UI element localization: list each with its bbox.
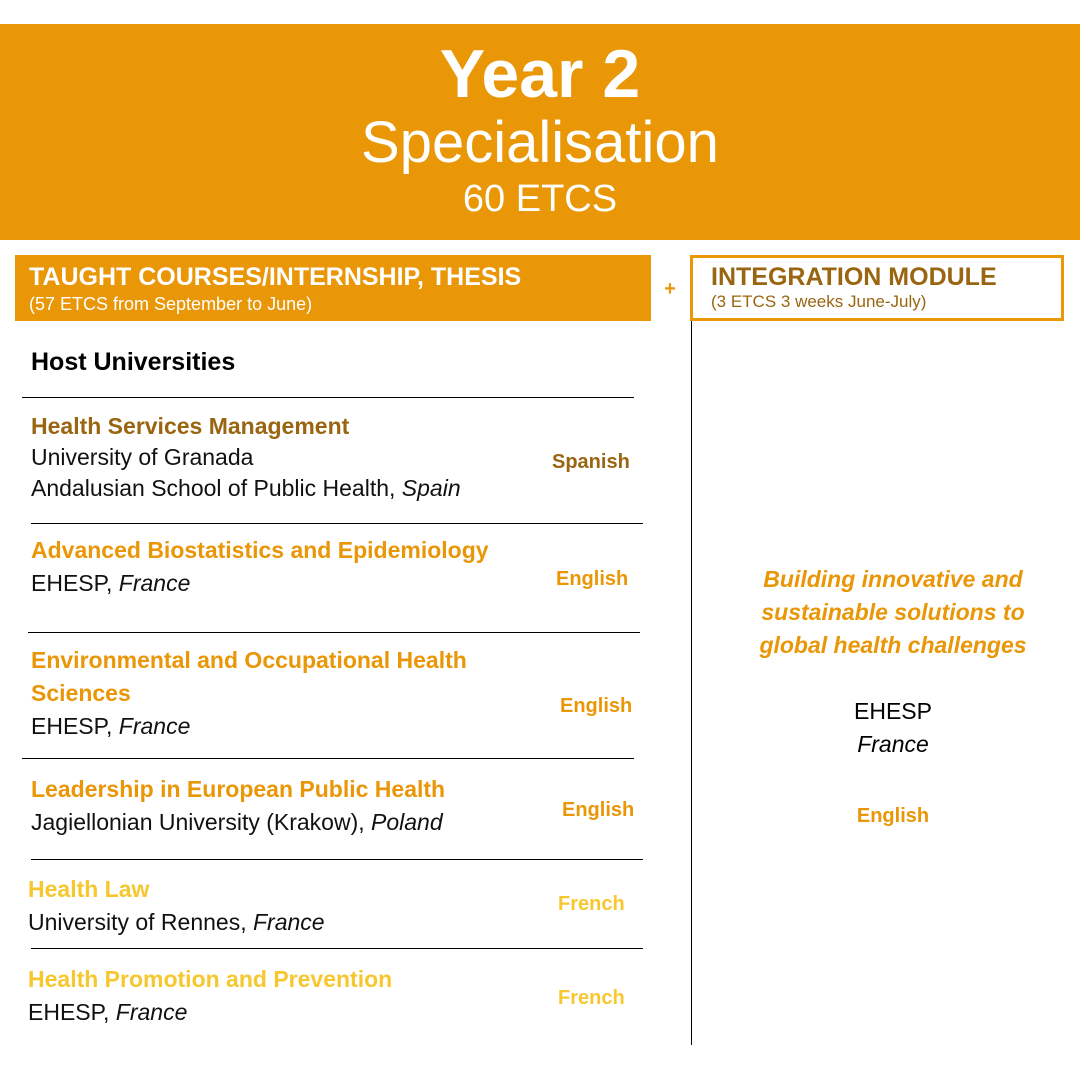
course-name: Health Promotion and Prevention: [28, 966, 393, 992]
course-institution: EHESP, France: [31, 713, 191, 739]
course-country: Poland: [371, 809, 443, 835]
course-language: French: [558, 893, 625, 915]
course-health-services-management: [31, 411, 461, 504]
course-language: English: [560, 695, 633, 717]
course-institution: Jagiellonian University (Krakow), Poland: [31, 809, 443, 835]
year-title: Year 2: [439, 36, 641, 112]
course-language: English: [562, 799, 635, 821]
specialisation-title: Specialisation: [361, 110, 719, 175]
course-country: France: [115, 999, 188, 1025]
divider: [28, 632, 640, 633]
course-institution: Andalusian School of Public Health, Spain: [31, 475, 461, 501]
course-name: Sciences: [31, 680, 131, 706]
credits-label: 60 ETCS: [462, 178, 618, 220]
course-name: Health Services Management: [31, 413, 350, 439]
course-name: Environmental and Occupational Health: [31, 647, 467, 673]
divider: [22, 397, 634, 398]
course-country: France: [118, 713, 191, 739]
divider: [31, 948, 643, 949]
course-institution: EHESP, France: [31, 570, 191, 596]
integration-country: France: [857, 731, 929, 757]
divider: [22, 758, 634, 759]
course-language: English: [556, 568, 629, 590]
divider: [31, 859, 643, 860]
course-environmental-occupational-health: [31, 645, 467, 742]
integration-module-subtitle: (3 ETCS 3 weeks June-July): [711, 292, 927, 311]
taught-courses-title: TAUGHT COURSES/INTERNSHIP, THESIS: [29, 263, 522, 291]
taught-courses-header: [15, 255, 651, 321]
course-institution: University of Granada: [31, 444, 254, 470]
course-name: Advanced Biostatistics and Epidemiology: [31, 537, 489, 563]
course-advanced-biostatistics: [31, 535, 489, 599]
integration-language: English: [856, 805, 930, 827]
divider: [31, 523, 643, 524]
header-banner: [0, 24, 1080, 240]
integration-module-title: INTEGRATION MODULE: [711, 263, 997, 291]
motto-line: Building innovative and: [763, 566, 1023, 592]
course-name: Leadership in European Public Health: [31, 776, 446, 802]
course-institution: University of Rennes, France: [28, 909, 325, 935]
taught-courses-subtitle: (57 ETCS from September to June): [29, 294, 313, 314]
course-health-law: [28, 874, 325, 938]
course-language: French: [558, 987, 625, 1009]
motto-line: sustainable solutions to: [761, 599, 1025, 625]
integration-module-header: [690, 255, 1064, 321]
course-leadership-european-public-health: [31, 774, 445, 838]
motto-line: global health challenges: [759, 632, 1027, 658]
column-divider: [691, 321, 692, 1045]
course-language: Spanish: [552, 451, 630, 473]
plus-sign: +: [664, 278, 676, 300]
course-country: France: [118, 570, 191, 596]
integration-motto: [700, 563, 1080, 662]
course-country: Spain: [401, 475, 461, 501]
host-universities-title: Host Universities: [31, 348, 236, 376]
course-health-promotion-prevention: [28, 964, 392, 1028]
course-country: France: [252, 909, 325, 935]
integration-institution: EHESP: [854, 698, 932, 724]
course-institution: EHESP, France: [28, 999, 188, 1025]
course-name: Health Law: [28, 876, 150, 902]
